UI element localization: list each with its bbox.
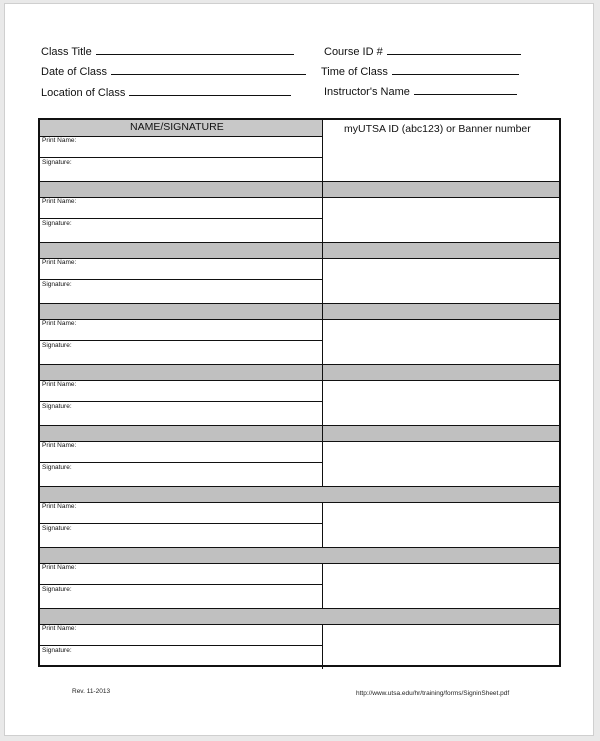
id-entry-cell[interactable] <box>323 563 559 608</box>
band-top-line <box>40 181 559 182</box>
course-id-field[interactable] <box>324 44 521 58</box>
name-signature-divider <box>40 584 322 585</box>
separator-band <box>40 547 559 563</box>
id-entry-cell[interactable] <box>323 502 559 547</box>
band-column-divider <box>322 364 323 380</box>
print-name-label[interactable]: Print Name: <box>42 564 77 571</box>
header-column-divider <box>322 120 323 136</box>
separator-band <box>40 364 559 380</box>
id-entry-cell[interactable] <box>323 380 559 425</box>
time-of-class-label: Time of Class <box>321 66 388 78</box>
print-name-label[interactable]: Print Name: <box>42 625 77 632</box>
separator-band <box>40 242 559 258</box>
separator-band <box>40 425 559 441</box>
band-top-line <box>40 364 559 365</box>
name-signature-divider <box>40 645 322 646</box>
location-of-class-field[interactable] <box>41 85 291 99</box>
separator-band <box>40 181 559 197</box>
print-name-label[interactable]: Print Name: <box>42 381 77 388</box>
signature-label[interactable]: Signature: <box>42 342 72 349</box>
time-of-class-field[interactable] <box>321 64 519 78</box>
name-signature-header: NAME/SIGNATURE <box>130 121 224 133</box>
band-top-line <box>40 608 559 609</box>
course-id-line[interactable] <box>387 44 521 55</box>
print-name-label[interactable]: Print Name: <box>42 503 77 510</box>
location-of-class-label: Location of Class <box>41 87 126 99</box>
band-top-line <box>40 547 559 548</box>
signature-label[interactable]: Signature: <box>42 159 72 166</box>
header-divider <box>40 136 322 137</box>
band-column-divider <box>322 181 323 197</box>
course-id-label: Course ID # <box>324 46 383 58</box>
class-title-line[interactable] <box>96 44 294 55</box>
signature-label[interactable]: Signature: <box>42 403 72 410</box>
instructor-name-label: Instructor's Name <box>324 86 410 98</box>
date-of-class-line[interactable] <box>111 64 306 75</box>
signature-label[interactable]: Signature: <box>42 525 72 532</box>
name-signature-divider <box>40 523 322 524</box>
name-signature-divider <box>40 279 322 280</box>
print-name-label[interactable]: Print Name: <box>42 259 77 266</box>
revision-note: Rev. 11-2013 <box>72 688 111 695</box>
name-signature-divider <box>40 462 322 463</box>
signature-label[interactable]: Signature: <box>42 281 72 288</box>
separator-band <box>40 303 559 319</box>
sign-in-table <box>38 118 561 667</box>
id-entry-cell[interactable] <box>323 624 559 669</box>
class-title-field[interactable] <box>41 44 294 58</box>
id-entry-cell[interactable] <box>323 258 559 303</box>
signature-label[interactable]: Signature: <box>42 220 72 227</box>
print-name-label[interactable]: Print Name: <box>42 320 77 327</box>
print-name-label[interactable]: Print Name: <box>42 137 77 144</box>
name-signature-divider <box>40 340 322 341</box>
band-top-line <box>40 242 559 243</box>
class-title-label: Class Title <box>41 46 92 58</box>
band-top-line <box>40 303 559 304</box>
form-url: http://www.utsa.edu/hr/training/forms/SigninSheet.pdf <box>356 690 510 697</box>
print-name-label[interactable]: Print Name: <box>42 442 77 449</box>
time-of-class-line[interactable] <box>392 64 519 75</box>
signature-label[interactable]: Signature: <box>42 647 72 654</box>
instructor-name-line[interactable] <box>414 84 517 95</box>
band-top-line <box>40 425 559 426</box>
id-entry-cell[interactable] <box>323 136 559 181</box>
print-name-label[interactable]: Print Name: <box>42 198 77 205</box>
id-entry-cell[interactable] <box>323 441 559 486</box>
separator-band <box>40 608 559 624</box>
date-of-class-label: Date of Class <box>41 66 108 78</box>
name-signature-divider <box>40 218 322 219</box>
band-column-divider <box>322 303 323 319</box>
id-column-header: myUTSA ID (abc123) or Banner number <box>344 123 531 135</box>
band-column-divider <box>322 242 323 258</box>
instructor-name-field[interactable] <box>324 84 517 98</box>
location-of-class-line[interactable] <box>129 85 291 96</box>
name-signature-divider <box>40 157 322 158</box>
band-column-divider <box>322 425 323 441</box>
signature-label[interactable]: Signature: <box>42 586 72 593</box>
signature-label[interactable]: Signature: <box>42 464 72 471</box>
id-entry-cell[interactable] <box>323 319 559 364</box>
date-of-class-field[interactable] <box>41 64 306 78</box>
id-entry-cell[interactable] <box>323 197 559 242</box>
separator-band <box>40 486 559 502</box>
band-top-line <box>40 486 559 487</box>
name-signature-divider <box>40 401 322 402</box>
